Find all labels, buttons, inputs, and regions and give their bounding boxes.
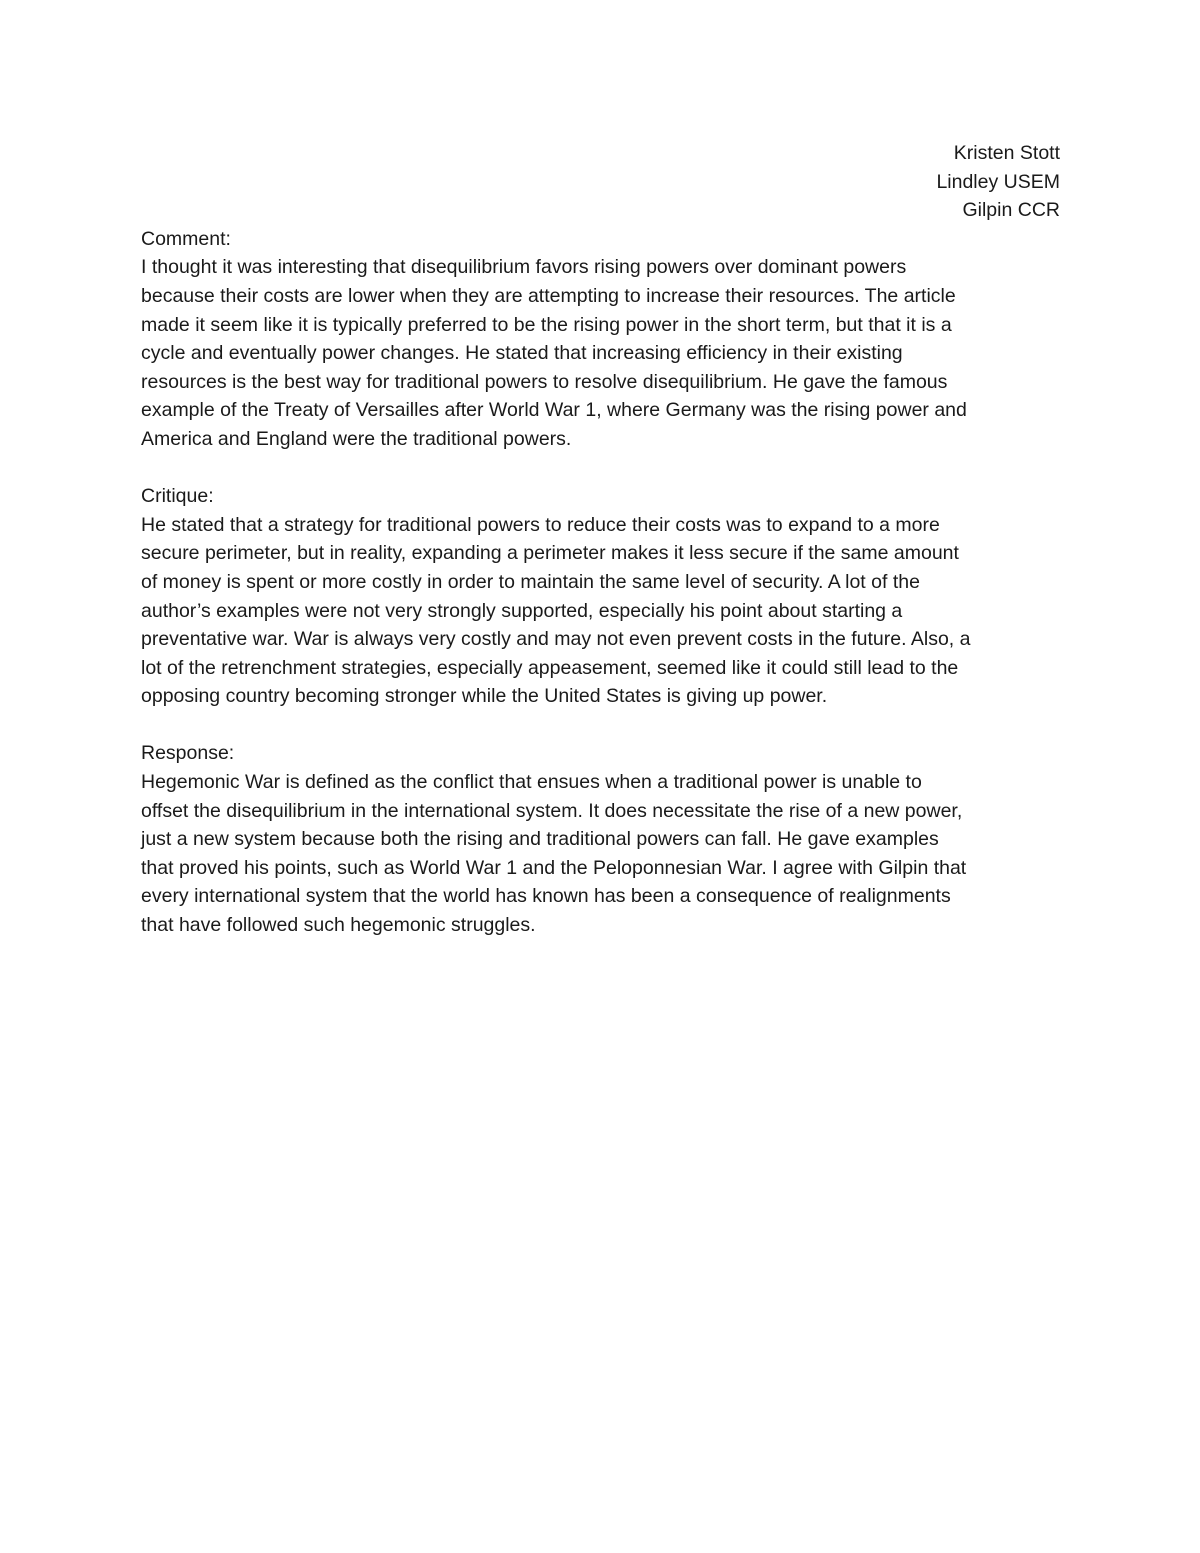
comment-line: example of the Treaty of Versailles after World War 1, where Germany was the rising power and xyxy=(141,399,967,422)
comment-section xyxy=(141,225,1066,454)
response-line: Hegemonic War is defined as the conflict that ensues when a traditional power is unable to xyxy=(141,771,922,794)
comment-line: made it seem like it is typically preferred to be the rising power in the short term, but that it is a xyxy=(141,313,952,336)
comment-line: cycle and eventually power changes. He stated that increasing efficiency in their existing xyxy=(141,342,903,365)
critique-line: of money is spent or more costly in order to maintain the same level of security. A lot of the xyxy=(141,570,920,593)
critique-line: secure perimeter, but in reality, expanding a perimeter makes it less secure if the same amount xyxy=(141,542,959,565)
response-line: just a new system because both the rising and traditional powers can fall. He gave examples xyxy=(141,828,939,851)
critique-line: lot of the retrenchment strategies, especially appeasement, seemed like it could still lead to the xyxy=(141,656,959,679)
response-line: offset the disequilibrium in the international system. It does necessitate the rise of a new power, xyxy=(141,799,963,822)
response-section xyxy=(141,739,1066,939)
response-line: that proved his points, such as World War 1 and the Peloponnesian War. I agree with Gilpin that xyxy=(141,856,967,879)
critique-line: author’s examples were not very strongly supported, especially his point about starting a xyxy=(141,599,903,622)
critique-section xyxy=(141,482,1066,711)
author-name: Kristen Stott xyxy=(953,142,1060,164)
comment-line: because their costs are lower when they are attempting to increase their resources. The article xyxy=(141,284,956,307)
comment-heading: Comment: xyxy=(141,227,231,250)
response-line: that have followed such hegemonic struggles. xyxy=(141,914,536,937)
critique-line: opposing country becoming stronger while the United States is giving up power. xyxy=(141,685,828,708)
critique-line: He stated that a strategy for traditional powers to reduce their costs was to expand to a more xyxy=(141,513,940,536)
course-name: Lindley USEM xyxy=(936,170,1060,193)
critique-line: preventative war. War is always very costly and may not even prevent costs in the future. Also, a xyxy=(141,628,971,651)
comment-line: resources is the best way for traditional powers to resolve disequilibrium. He gave the famous xyxy=(141,370,948,393)
assignment-title: Gilpin CCR xyxy=(962,199,1060,222)
response-heading: Response: xyxy=(141,742,235,765)
author-header xyxy=(141,139,1066,225)
comment-line: America and England were the traditional powers. xyxy=(141,427,572,450)
document-body xyxy=(141,139,1066,940)
critique-heading: Critique: xyxy=(141,485,214,508)
comment-line: I thought it was interesting that disequilibrium favors rising powers over dominant powers xyxy=(141,256,907,279)
response-line: every international system that the world has known has been a consequence of realignments xyxy=(141,885,951,908)
